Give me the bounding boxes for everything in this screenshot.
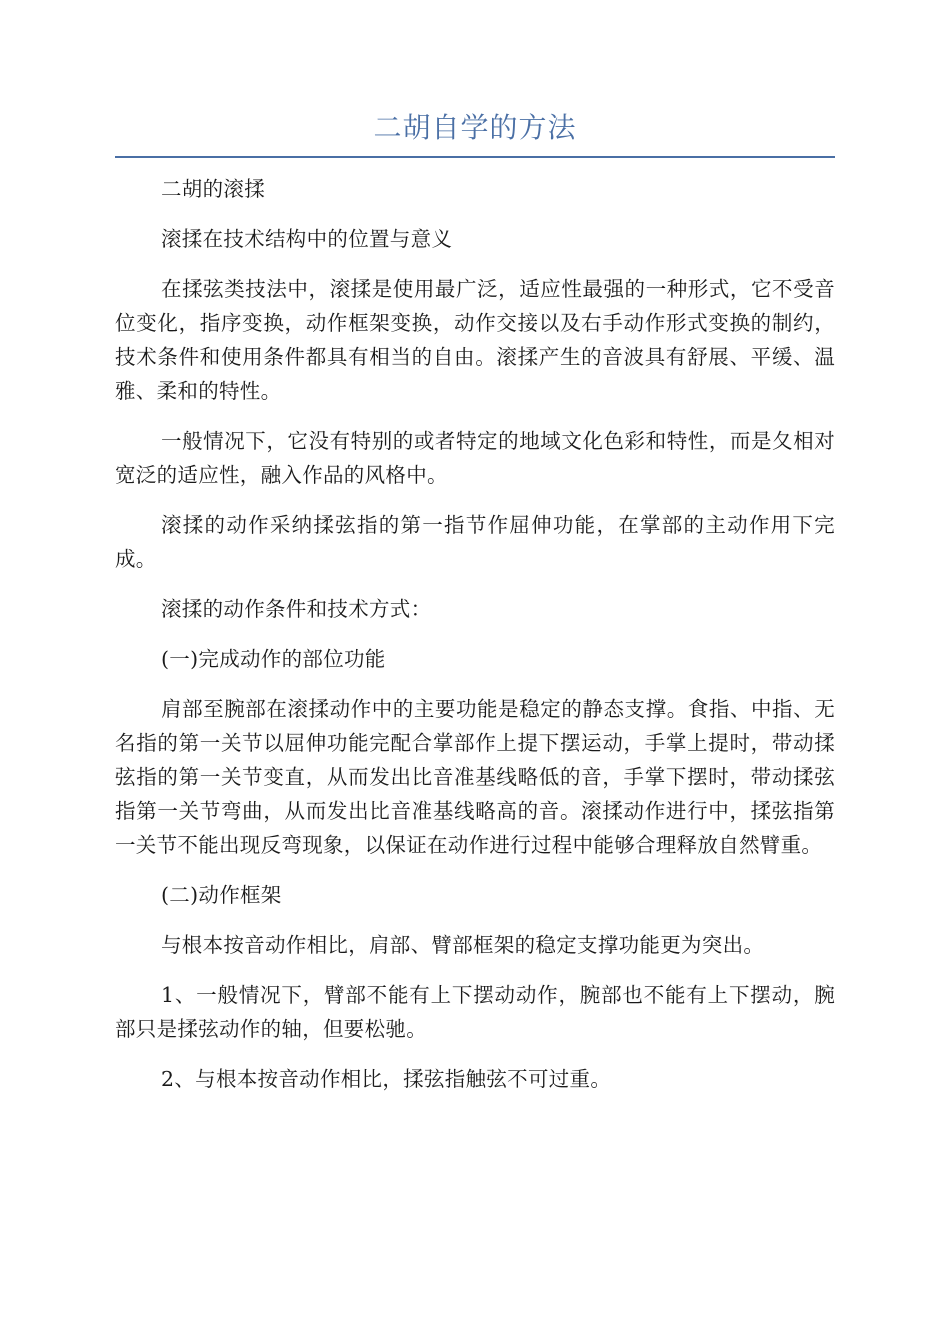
title-block xyxy=(115,108,835,158)
list-item: 2、与根本按音动作相比，揉弦指触弦不可过重。 xyxy=(161,1067,612,1091)
paragraph: 一般情况下，它没有特别的或者特定的地域文化色彩和特性，而是夂相对宽泛的适应性，融入作品的风格中。 xyxy=(115,429,835,487)
subheading: (二)动作框架 xyxy=(161,883,282,907)
paragraph: 滚揉的动作采纳揉弦指的第一指节作屈伸功能，在掌部的主动作用下完成。 xyxy=(115,513,835,571)
document-body xyxy=(115,172,835,1112)
paragraph: 在揉弦类技法中，滚揉是使用最广泛，适应性最强的一种形式，它不受音位变化，指序变换，动作框架变换，动作交接以及右手动作形式变换的制约，技术条件和使用条件都具有相当的自由。滚揉产生的音波具有舒展、平缓、温雅、柔和的特性。 xyxy=(115,277,835,403)
section-heading: 二胡的滚揉 xyxy=(161,177,265,201)
paragraph: 与根本按音动作相比，肩部、臂部框架的稳定支撑功能更为突出。 xyxy=(161,933,765,957)
list-item: 1、一般情况下，臂部不能有上下摆动动作，腕部也不能有上下摆动，腕部只是揉弦动作的轴，但要松驰。 xyxy=(115,983,835,1041)
subheading: 滚揉在技术结构中的位置与意义 xyxy=(161,227,453,251)
document-title: 二胡自学的方法 xyxy=(373,111,577,144)
paragraph: 肩部至腕部在滚揉动作中的主要功能是稳定的静态支撑。食指、中指、无名指的第一关节以屈伸功能完配合掌部作上提下摆运动，手掌上提时，带动揉弦指的第一关节变直，从而发出比音准基线略低的音，手掌下摆时，带动揉弦指第一关节弯曲，从而发出比音准基线略高的音。滚揉动作进行中，揉弦指第一关节不能出现反弯现象，以保证在动作进行过程中能够合理释放自然臂重。 xyxy=(115,697,835,857)
subheading: 滚揉的动作条件和技术方式： xyxy=(161,597,432,621)
subheading: (一)完成动作的部位功能 xyxy=(161,647,386,671)
